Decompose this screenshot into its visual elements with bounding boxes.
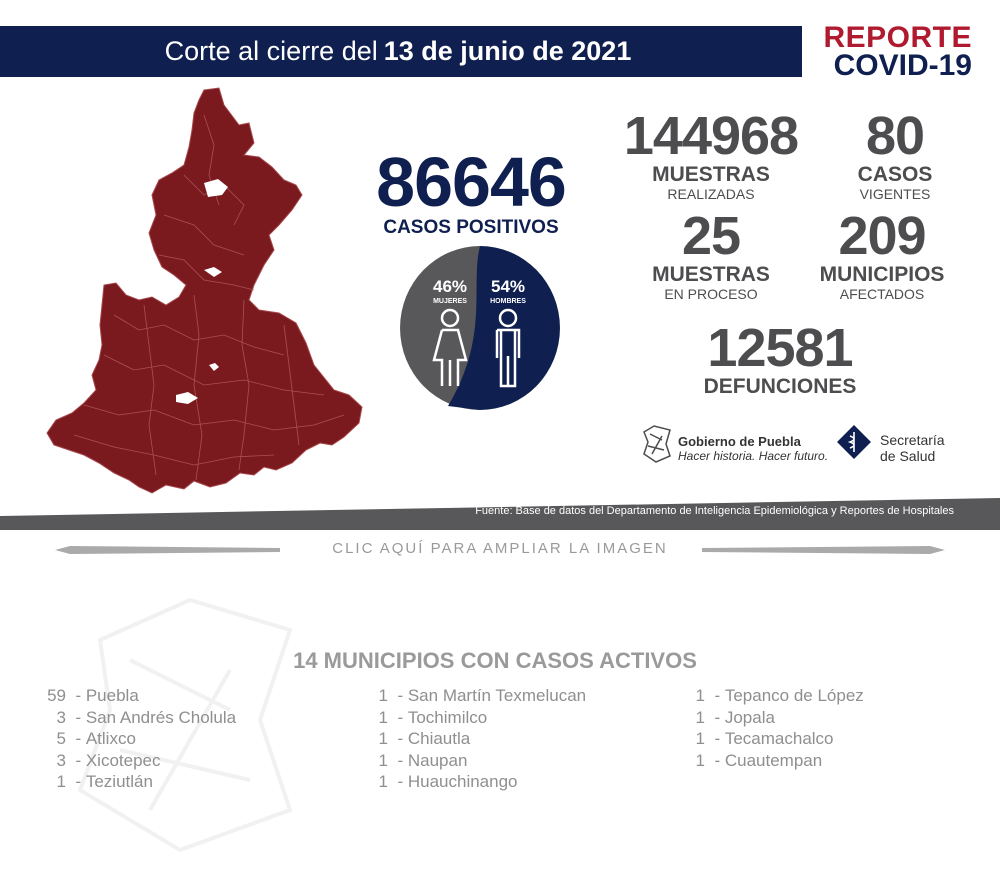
- brand-line1: REPORTE: [823, 21, 972, 54]
- proceso-value: 25: [681, 206, 741, 266]
- mujeres-label: MUJERES: [433, 298, 467, 305]
- municipio-name: Jopala: [724, 707, 775, 727]
- municipio-name: San Martín Texmelucan: [407, 686, 587, 705]
- municipio-separator: -: [388, 772, 408, 791]
- municipio-row: [687, 728, 864, 750]
- muestras-value: 144968: [623, 106, 799, 166]
- municipio-separator: -: [388, 707, 408, 727]
- municipio-separator: -: [388, 750, 408, 770]
- municipio-separator: -: [705, 686, 725, 705]
- banner-date: 13 de junio de 2021: [383, 36, 632, 66]
- muestras-sub: REALIZADAS: [667, 186, 755, 202]
- municipios-column-2: [370, 685, 586, 793]
- stat-proceso: [630, 208, 792, 302]
- municipio-separator: -: [66, 750, 86, 770]
- vigentes-label: CASOS: [857, 163, 933, 186]
- municipio-separator: -: [66, 729, 86, 748]
- defunciones-value: 12581: [707, 318, 853, 378]
- gender-chart: [400, 246, 560, 411]
- enlarge-image-link[interactable]: CLIC AQUÍ PARA AMPLIAR LA IMAGEN: [332, 540, 668, 557]
- municipio-row: [40, 750, 236, 772]
- stat-muestras: [600, 108, 822, 202]
- vigentes-sub: VIGENTES: [859, 186, 931, 202]
- positive-cases-number: 86646: [376, 143, 566, 221]
- municipio-row: [687, 750, 864, 772]
- stat-defunciones: [685, 320, 875, 398]
- source-note: Fuente: Base de datos del Departamento de Inteligencia Epidemiológica y Reportes de Hospitales: [475, 505, 954, 517]
- municipio-name: Tecamachalco: [724, 729, 834, 748]
- municipio-name: Naupan: [407, 750, 468, 770]
- municipios-sub: AFECTADOS: [839, 286, 925, 302]
- municipio-separator: -: [388, 686, 408, 705]
- municipio-count: 1: [378, 686, 388, 705]
- positive-cases-label: CASOS POSITIVOS: [383, 217, 559, 238]
- salud-line2: de Salud: [880, 448, 936, 464]
- gobierno-slogan: Hacer historia. Hacer futuro.: [678, 449, 829, 463]
- gobierno-name: Gobierno de Puebla: [678, 434, 801, 449]
- municipio-row: [370, 707, 586, 729]
- municipio-name: Puebla: [85, 686, 139, 705]
- municipio-name: Huauchinango: [407, 772, 518, 791]
- municipio-separator: -: [66, 772, 86, 791]
- municipio-row: [40, 728, 236, 750]
- municipio-count: 1: [695, 686, 705, 705]
- municipio-name: Xicotepec: [85, 750, 161, 770]
- municipio-name: Chiautla: [407, 729, 471, 748]
- municipio-name: San Andrés Cholula: [85, 707, 237, 727]
- municipio-separator: -: [66, 686, 86, 705]
- municipio-row: [370, 750, 586, 772]
- municipio-row: [40, 685, 236, 707]
- municipio-name: Tepanco de López: [724, 686, 864, 705]
- municipio-name: Tochimilco: [407, 707, 488, 727]
- municipios-column-3: [687, 685, 864, 771]
- municipio-row: [370, 728, 586, 750]
- municipio-separator: -: [705, 707, 725, 727]
- stat-municipios: [805, 208, 959, 302]
- brand-logo: [823, 21, 972, 82]
- municipio-count: 59: [47, 686, 66, 705]
- municipio-separator: -: [705, 750, 725, 770]
- municipio-row: [370, 685, 586, 707]
- municipios-label: MUNICIPIOS: [819, 263, 945, 286]
- municipio-separator: -: [388, 729, 408, 748]
- municipios-value: 209: [838, 206, 926, 266]
- stat-vigentes: [825, 108, 965, 202]
- proceso-label: MUESTRAS: [652, 263, 770, 286]
- date-banner: [0, 26, 802, 77]
- secretaria-salud-icon: [836, 424, 872, 460]
- municipio-row: [370, 771, 586, 793]
- vigentes-value: 80: [865, 106, 925, 166]
- hombres-pct: 54%: [490, 277, 526, 296]
- municipio-count: 1: [56, 772, 66, 791]
- municipio-count: 3: [56, 750, 66, 770]
- municipio-count: 1: [378, 729, 388, 748]
- mujeres-pct: 46%: [432, 277, 468, 296]
- defunciones-label: DEFUNCIONES: [703, 375, 857, 398]
- municipio-count: 1: [378, 772, 388, 791]
- municipio-count: 1: [695, 707, 705, 727]
- puebla-map[interactable]: [44, 85, 369, 505]
- municipio-count: 1: [378, 707, 388, 727]
- municipio-count: 1: [695, 750, 705, 770]
- municipio-count: 1: [378, 750, 388, 770]
- municipio-row: [687, 707, 864, 729]
- municipio-separator: -: [705, 729, 725, 748]
- proceso-sub: EN PROCESO: [664, 286, 758, 302]
- municipio-separator: -: [66, 707, 86, 727]
- municipio-count: 5: [56, 729, 66, 748]
- municipio-row: [40, 707, 236, 729]
- municipio-count: 1: [695, 729, 705, 748]
- municipios-title: 14 MUNICIPIOS CON CASOS ACTIVOS: [293, 648, 697, 673]
- muestras-label: MUESTRAS: [652, 163, 770, 186]
- municipio-row: [40, 771, 236, 793]
- salud-line1: Secretaría: [880, 432, 945, 448]
- gobierno-puebla-icon: [640, 422, 674, 464]
- municipios-column-1: [40, 685, 236, 793]
- municipio-name: Atlixco: [85, 729, 136, 748]
- hombres-label: HOMBRES: [490, 298, 526, 305]
- municipio-count: 3: [56, 707, 66, 727]
- brand-line2: COVID-19: [833, 49, 972, 82]
- municipio-name: Cuautempan: [724, 750, 823, 770]
- municipio-name: Teziutlán: [85, 772, 153, 791]
- hombres-segment: [480, 246, 560, 410]
- municipio-row: [687, 685, 864, 707]
- banner-prefix: Corte al cierre del: [164, 36, 378, 66]
